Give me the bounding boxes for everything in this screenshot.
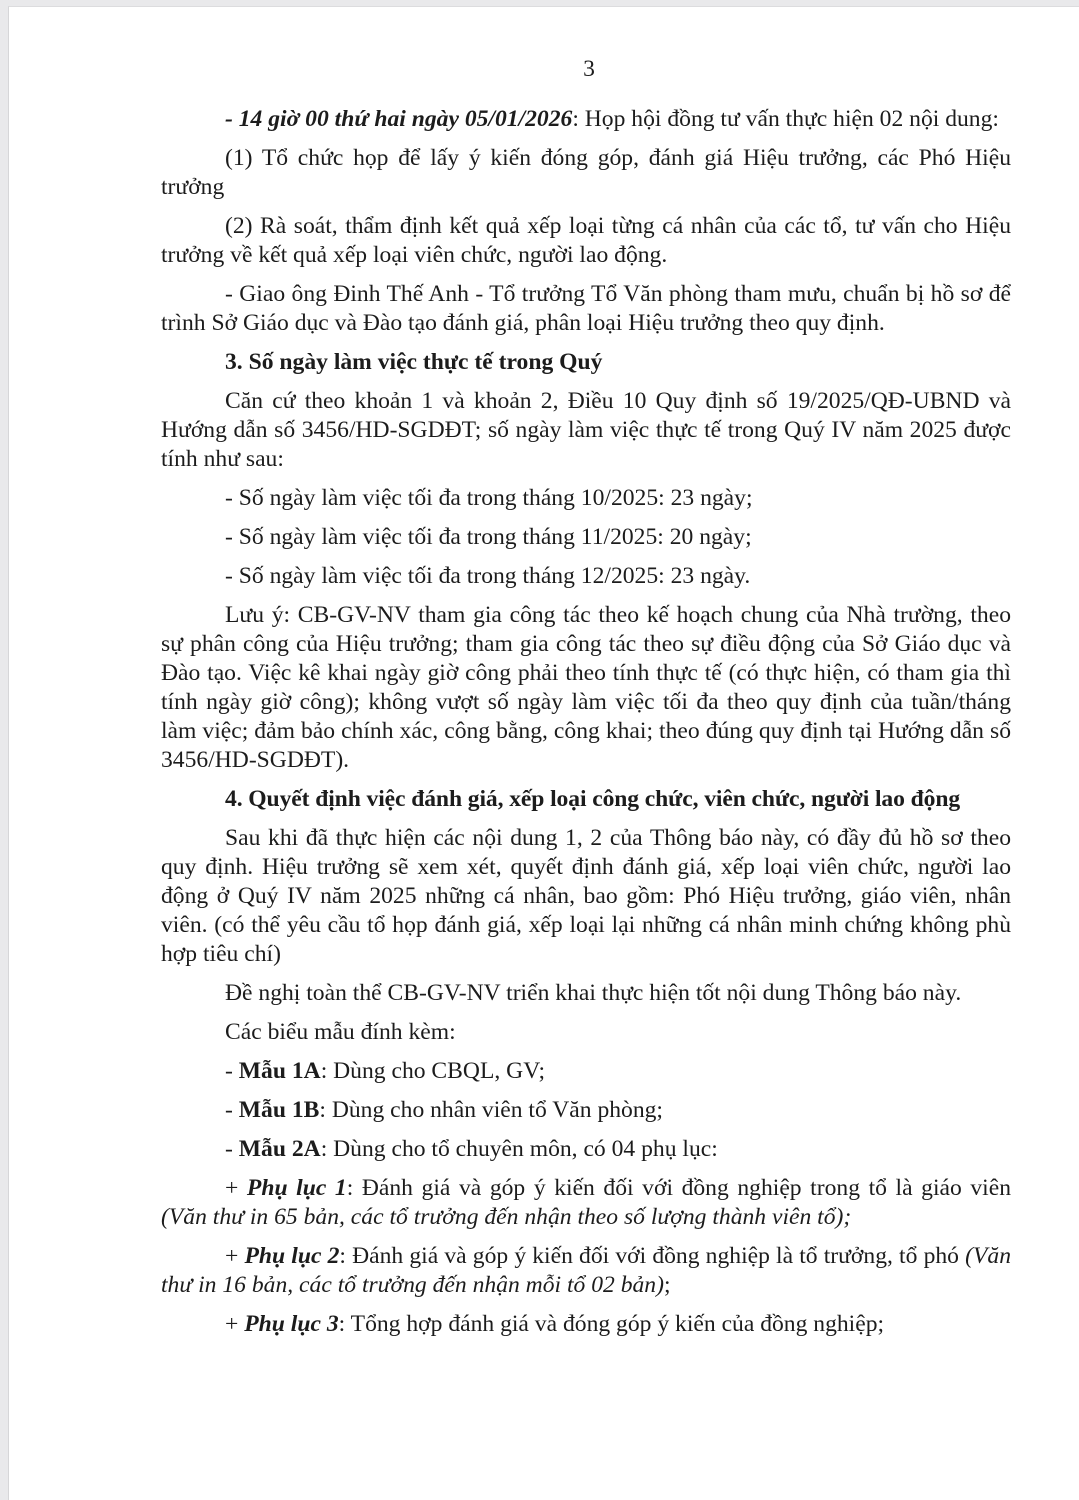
form-2a-name: Mẫu 2A bbox=[238, 1136, 321, 1162]
section-3-note: Lưu ý: CB-GV-NV tham gia công tác theo kế hoạch chung của Nhà trường, theo sự phân công của Hiệu trưởng; tham gia công tác theo sự điều động của Sở Giáo dục và Đào tạo. Việc kê khai ngày giờ công phải theo tính thực tế (có thực hiện, có tham gia thì tính ngày giờ công); không vượt số ngày làm việc tối đa theo quy định của tuần/tháng làm việc; đảm bảo chính xác, công bằng, công khai; theo đúng quy định tại Hướng dẫn số 3456/HD-SGDĐT). bbox=[161, 602, 1011, 773]
days-december: - Số ngày làm việc tối đa trong tháng 12/2025: 23 ngày. bbox=[225, 563, 751, 589]
appendix-3-desc: : Tổng hợp đánh giá và đóng góp ý kiến của đồng nghiệp; bbox=[338, 1311, 885, 1337]
section-4-request: Đề nghị toàn thể CB-GV-NV triển khai thực hiện tốt nội dung Thông báo này. bbox=[225, 980, 962, 1006]
document-page bbox=[8, 6, 1079, 1500]
days-october: - Số ngày làm việc tối đa trong tháng 10/2025: 23 ngày; bbox=[225, 485, 753, 511]
form-1a bbox=[161, 1057, 1011, 1086]
appendix-2 bbox=[161, 1242, 1011, 1300]
forms-intro: Các biểu mẫu đính kèm: bbox=[225, 1019, 456, 1045]
section-4-heading: 4. Quyết định việc đánh giá, xếp loại công chức, viên chức, người lao động bbox=[225, 786, 961, 812]
section-3-intro: Căn cứ theo khoản 1 và khoản 2, Điều 10 Quy định số 19/2025/QĐ-UBND và Hướng dẫn số 3456/HD-SGDĐT; số ngày làm việc thực tế trong Quý IV năm 2025 được tính như sau: bbox=[161, 388, 1011, 472]
form-1b bbox=[161, 1096, 1011, 1125]
appendix-1-note: (Văn thư in 65 bản, các tổ trưởng đến nhận theo số lượng thành viên tổ); bbox=[161, 1204, 852, 1230]
document-content bbox=[161, 55, 1011, 1349]
meeting-item-2: (2) Rà soát, thẩm định kết quả xếp loại từng cá nhân của các tổ, tư vấn cho Hiệu trưởng về kết quả xếp loại viên chức, người lao động. bbox=[161, 213, 1011, 268]
form-1b-desc: : Dùng cho nhân viên tổ Văn phòng; bbox=[319, 1097, 663, 1123]
appendix-2-tail: ; bbox=[663, 1272, 671, 1298]
form-1a-name: Mẫu 1A bbox=[238, 1058, 321, 1084]
appendix-2-prefix: + bbox=[225, 1243, 245, 1269]
appendix-3-prefix: + bbox=[225, 1311, 245, 1337]
meeting-time: - 14 giờ 00 thứ hai ngày 05/01/2026 bbox=[225, 106, 573, 132]
form-1a-desc: : Dùng cho CBQL, GV; bbox=[320, 1058, 546, 1084]
section-4-body: Sau khi đã thực hiện các nội dung 1, 2 của Thông báo này, có đầy đủ hồ sơ theo quy định. Hiệu trưởng sẽ xem xét, quyết định đánh giá, xếp loại viên chức, người lao động ở Quý IV năm 2025 những cá nhân, bao gồm: Phó Hiệu trưởng, giáo viên, nhân viên. (có thể yêu cầu tổ họp đánh giá, xếp loại lại những cá nhân minh chứng không phù hợp tiêu chí) bbox=[161, 825, 1011, 967]
form-1b-prefix: - bbox=[225, 1097, 239, 1123]
form-1b-name: Mẫu 1B bbox=[238, 1097, 320, 1123]
days-november: - Số ngày làm việc tối đa trong tháng 11/2025: 20 ngày; bbox=[225, 524, 752, 550]
section-3-heading: 3. Số ngày làm việc thực tế trong Quý bbox=[225, 349, 603, 375]
appendix-3 bbox=[161, 1310, 1011, 1339]
meeting-paragraph bbox=[161, 105, 1011, 134]
meeting-assignment: - Giao ông Đinh Thế Anh - Tổ trưởng Tổ Văn phòng tham mưu, chuẩn bị hồ sơ để trình Sở Giáo dục và Đào tạo đánh giá, phân loại Hiệu trưởng theo quy định. bbox=[161, 281, 1011, 336]
appendix-2-note: (Văn thư in 16 bản, các tổ trưởng đến nhận mỗi tổ 02 bản) bbox=[161, 1243, 1011, 1298]
form-2a-desc: : Dùng cho tổ chuyên môn, có 04 phụ lục: bbox=[320, 1136, 718, 1162]
meeting-item-1: (1) Tổ chức họp để lấy ý kiến đóng góp, đánh giá Hiệu trưởng, các Phó Hiệu trưởng bbox=[161, 145, 1011, 200]
appendix-1 bbox=[161, 1174, 1011, 1232]
appendix-2-desc: : Đánh giá và góp ý kiến đối với đồng nghiệp là tổ trưởng, tổ phó bbox=[339, 1243, 966, 1269]
appendix-1-prefix: + bbox=[225, 1175, 247, 1201]
page-number: 3 bbox=[583, 56, 595, 82]
meeting-text: : Họp hội đồng tư vấn thực hiện 02 nội dung: bbox=[572, 106, 999, 132]
form-1a-prefix: - bbox=[225, 1058, 239, 1084]
appendix-3-name: Phụ lục 3 bbox=[244, 1311, 339, 1337]
appendix-1-desc: : Đánh giá và góp ý kiến đối với đồng nghiệp trong tổ là giáo viên bbox=[346, 1175, 1011, 1201]
appendix-2-name: Phụ lục 2 bbox=[244, 1243, 340, 1269]
appendix-1-name: Phụ lục 1 bbox=[246, 1175, 347, 1201]
form-2a-prefix: - bbox=[225, 1136, 239, 1162]
form-2a bbox=[161, 1135, 1011, 1164]
